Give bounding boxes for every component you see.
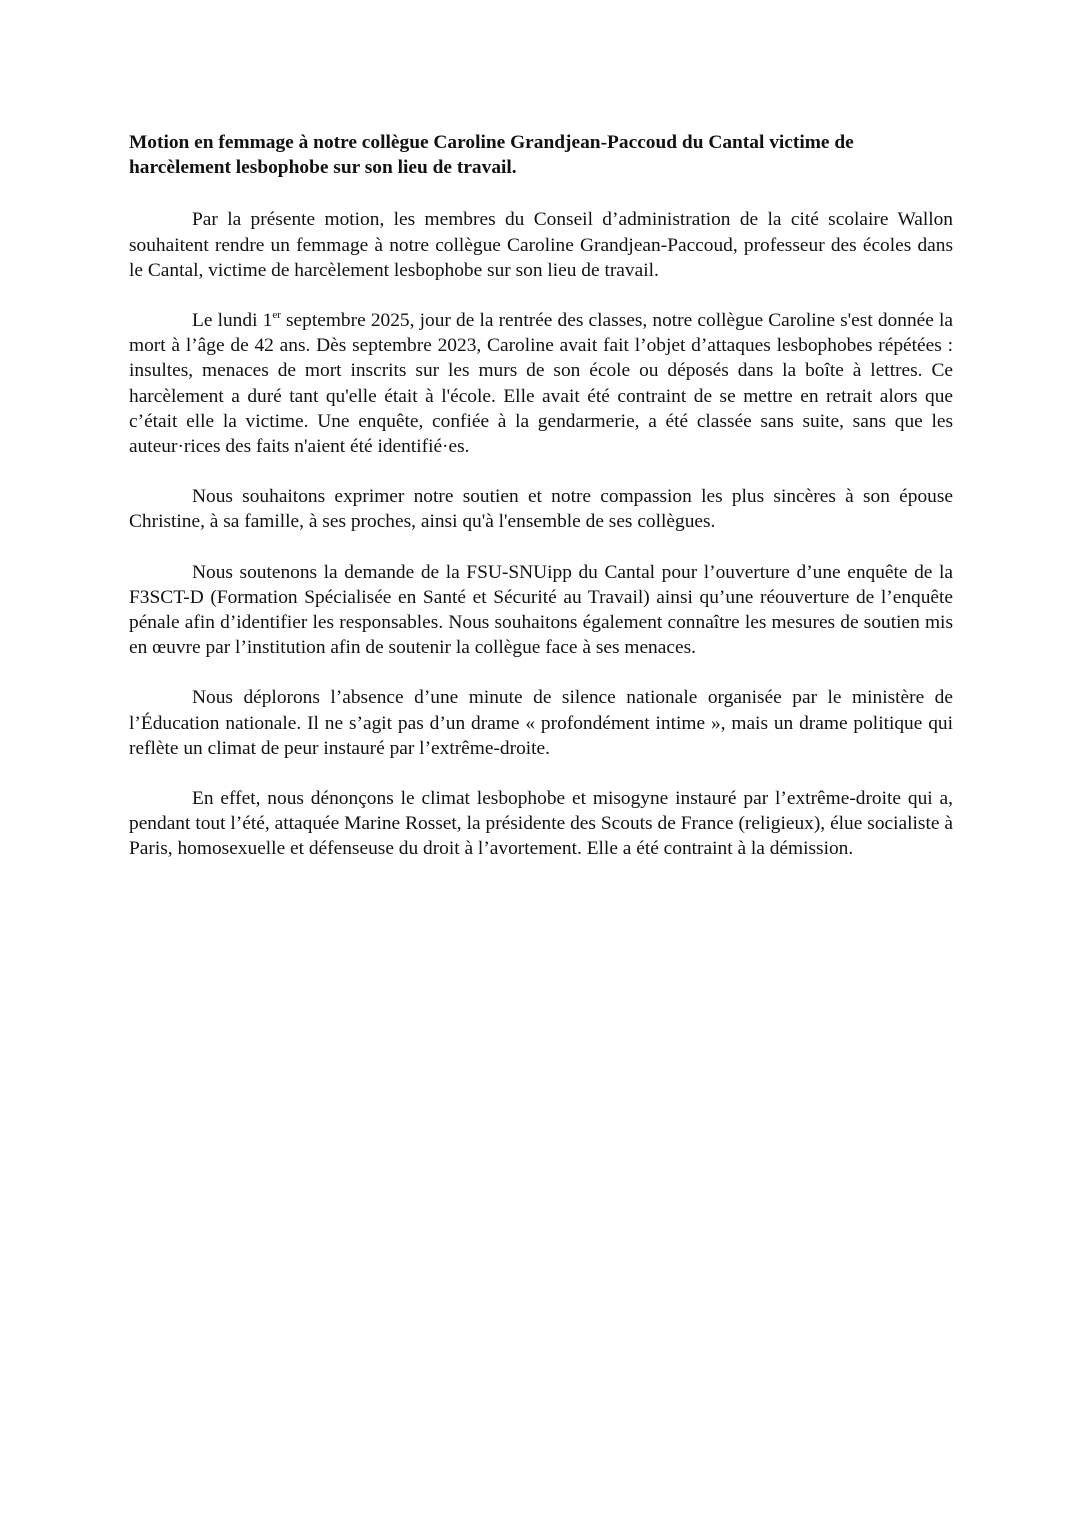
ordinal-superscript: er (272, 309, 281, 322)
paragraph-demands: Nous soutenons la demande de la FSU-SNUipp du Cantal pour l’ouverture d’une enquête de la F3SCT-D (Formation Spécialisée en Santé et Sécurité au Travail) ainsi qu’une réouverture de l’enquête pénale afin d’identifier les responsables. Nous souhaitons également connaître les mesures de soutien mis en œuvre par l’institution afin de soutenir la collègue face à ses menaces. (129, 561, 953, 659)
document-title: Motion en femmage à notre collègue Caroline Grandjean-Paccoud du Cantal victime de harcèlement lesbophobe sur son lieu de travail. (129, 132, 854, 179)
paragraph-condolences: Nous souhaitons exprimer notre soutien et notre compassion les plus sincères à son épouse Christine, à sa famille, à ses proches, ainsi qu'à l'ensemble de ses collègues. (129, 486, 953, 533)
paragraph-facts-rest: septembre 2025, jour de la rentrée des classes, notre collègue Caroline s'est donnée la mort à l’âge de 42 ans. Dès septembre 2023, Caroline avait fait l’objet d’attaques lesbophobes répétées : insultes, menaces de mort inscrits sur les murs de son école ou déposés dans la boîte à lettres. Ce harcèlement a duré tant qu'elle était à l'école. Elle avait été contraint de se mettre en retrait alors que c’était elle la victime. Une enquête, confiée à la gendarmerie, a été classée sans suite, sans que les auteur·rices des faits n'aient été identifié·es. (129, 310, 953, 458)
paragraph-facts-start: Le lundi 1 (192, 310, 273, 332)
paragraph-regret: Nous déplorons l’absence d’une minute de silence nationale organisée par le ministère de l’Éducation nationale. Il ne s’agit pas d’un drame « profondément intime », mais un drame politique qui reflète un climat de peur instauré par l’extrême-droite. (129, 687, 953, 759)
document-page (129, 130, 953, 887)
paragraph-intro: Par la présente motion, les membres du Conseil d’administration de la cité scolaire Wallon souhaitent rendre un femmage à notre collègue Caroline Grandjean-Paccoud, professeur des écoles dans le Cantal, victime de harcèlement lesbophobe sur son lieu de travail. (129, 209, 953, 281)
paragraph-denunciation: En effet, nous dénonçons le climat lesbophobe et misogyne instauré par l’extrême-droite qui a, pendant tout l’été, attaquée Marine Rosset, la présidente des Scouts de France (religieux), élue socialiste à Paris, homosexuelle et défenseuse du droit à l’avortement. Elle a été contraint à la démission. (129, 788, 953, 860)
paragraph-facts (129, 308, 953, 459)
